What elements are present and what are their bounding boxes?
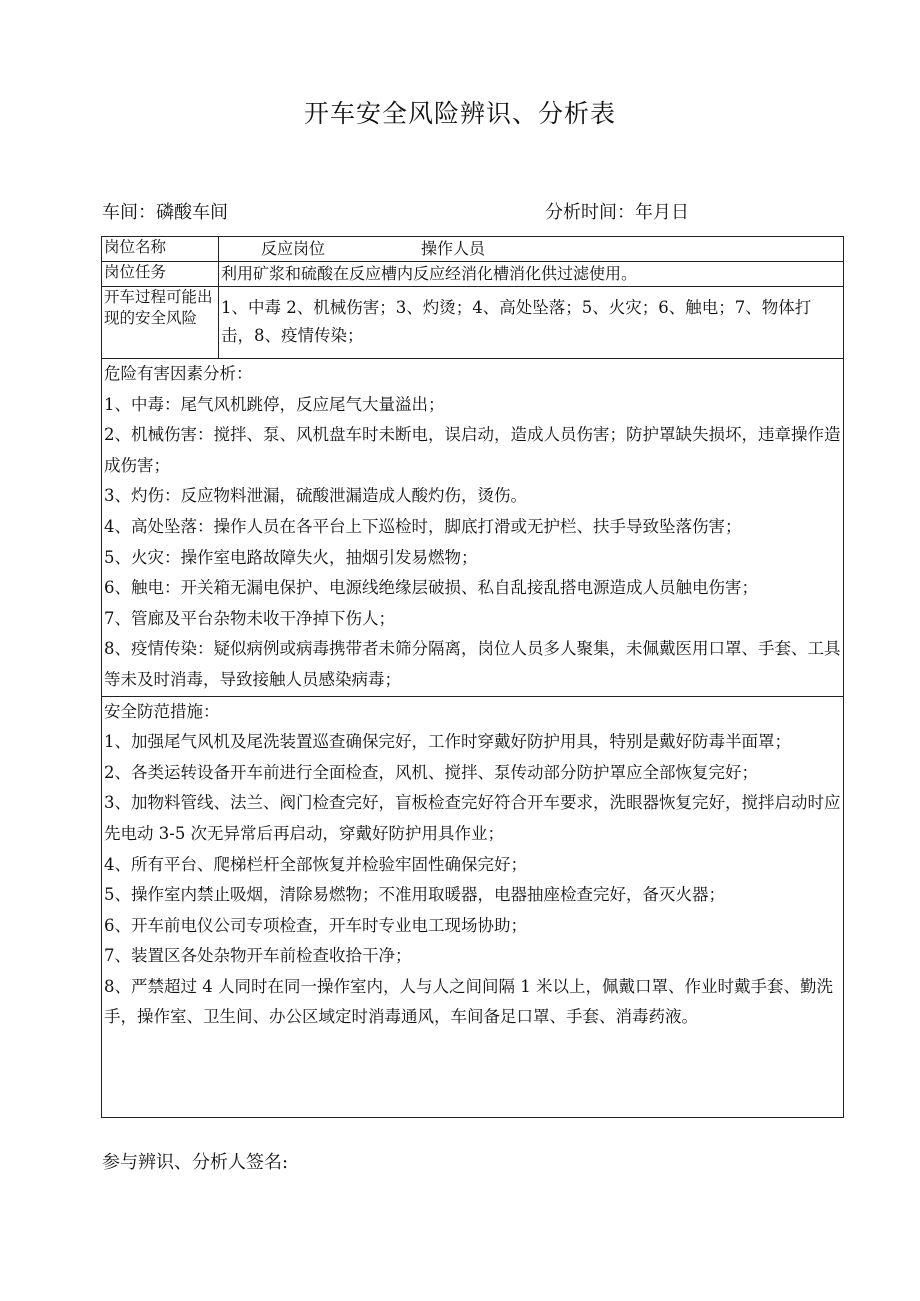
table-row — [102, 696, 844, 1117]
table-row — [102, 287, 844, 359]
measures-heading: 安全防范措施： — [104, 701, 220, 721]
measure-item: 4、所有平台、爬梯栏杆全部恢复并检验牢固性确保完好； — [104, 854, 527, 874]
operator-label: 操作人员 — [421, 239, 486, 258]
hazard-item: 3、灼伤：反应物料泄漏，硫酸泄漏造成人酸灼伤，烫伤。 — [104, 486, 527, 506]
measure-item: 2、各类运转设备开车前进行全面检查，风机、搅拌、泵传动部分防护罩应全部恢复完好； — [104, 762, 758, 782]
safety-measures-section — [102, 696, 844, 1117]
document-title: 开车安全风险辨识、分析表 — [303, 99, 616, 128]
hazard-analysis-section — [102, 359, 844, 697]
hazard-item: 7、管廊及平台杂物未收干净掉下伤人； — [104, 608, 395, 628]
analysis-time-label: 分析时间：年月日 — [545, 202, 689, 223]
table-row — [102, 359, 844, 697]
hazard-item: 6、触电：开关箱无漏电保护、电源线绝缘层破损、私自乱接乱搭电源造成人员触电伤害； — [104, 578, 758, 598]
measure-item: 7、装置区各处杂物开车前检查收拾干净； — [104, 946, 412, 966]
startup-risk-value: 1、中毒 2、机械伤害；3、灼烫；4、高处坠落；5、火灾；6、触电；7、物体打击，8、疫情传染； — [219, 287, 844, 359]
table-row — [102, 237, 844, 262]
position-task-label: 岗位任务 — [102, 262, 219, 287]
hazard-item: 1、中毒：尾气风机跳停，反应尾气大量溢出； — [104, 394, 445, 414]
position-name-label: 岗位名称 — [102, 237, 219, 262]
position-value: 反应岗位 — [261, 239, 326, 258]
risk-analysis-table — [101, 236, 844, 1118]
table-row — [102, 262, 844, 287]
measure-item: 6、开车前电仪公司专项检查，开车时专业电工现场协助； — [104, 915, 527, 935]
hazard-item: 4、高处坠落：操作人员在各平台上下巡检时，脚底打滑或无护栏、扶手导致坠落伤害； — [104, 516, 742, 536]
measure-item: 1、加强尾气风机及尾洗装置巡查确保完好，工作时穿戴好防护用具，特别是戴好防毒半面罩； — [104, 732, 791, 752]
workshop-label: 车间：磷酸车间 — [102, 202, 228, 223]
hazard-item: 8、疫情传染：疑似病例或病毒携带者未筛分隔离，岗位人员多人聚集，未佩戴医用口罩、手套、工具等未及时消毒，导致接触人员感染病毒； — [104, 639, 841, 689]
position-task-value: 利用矿浆和硫酸在反应槽内反应经消化槽消化供过滤使用。 — [219, 262, 844, 287]
measure-item: 8、严禁超过 4 人同时在同一操作室内，人与人之间间隔 1 米以上，佩戴口罩、作业时戴手套、勤洗手，操作室、卫生间、办公区域定时消毒通风，车间备足口罩、手套、消毒药液。 — [104, 976, 833, 1027]
startup-risk-label: 开车过程可能出现的安全风险 — [102, 287, 219, 359]
measure-item: 3、加物料管线、法兰、阀门检查完好，盲板检查完好符合开车要求，洗眼器恢复完好，搅拌启动时应先电动 3-5 次无异常后再启动，穿戴好防护用具作业； — [104, 793, 841, 843]
hazard-item: 5、火灾：操作室电路故障失火，抽烟引发易燃物； — [104, 547, 478, 567]
hazard-item: 2、机械伤害：搅拌、泵、风机盘车时未断电，误启动，造成人员伤害；防护罩缺失损坏，违章操作造成伤害； — [104, 425, 841, 475]
measure-item: 5、操作室内禁止吸烟，清除易燃物；不准用取暖器，电器抽座检查完好，备灭火器； — [104, 885, 725, 905]
position-cell — [219, 237, 844, 262]
signature-label: 参与辨识、分析人签名: — [102, 1152, 289, 1173]
hazard-heading: 危险有害因素分析： — [104, 364, 253, 383]
